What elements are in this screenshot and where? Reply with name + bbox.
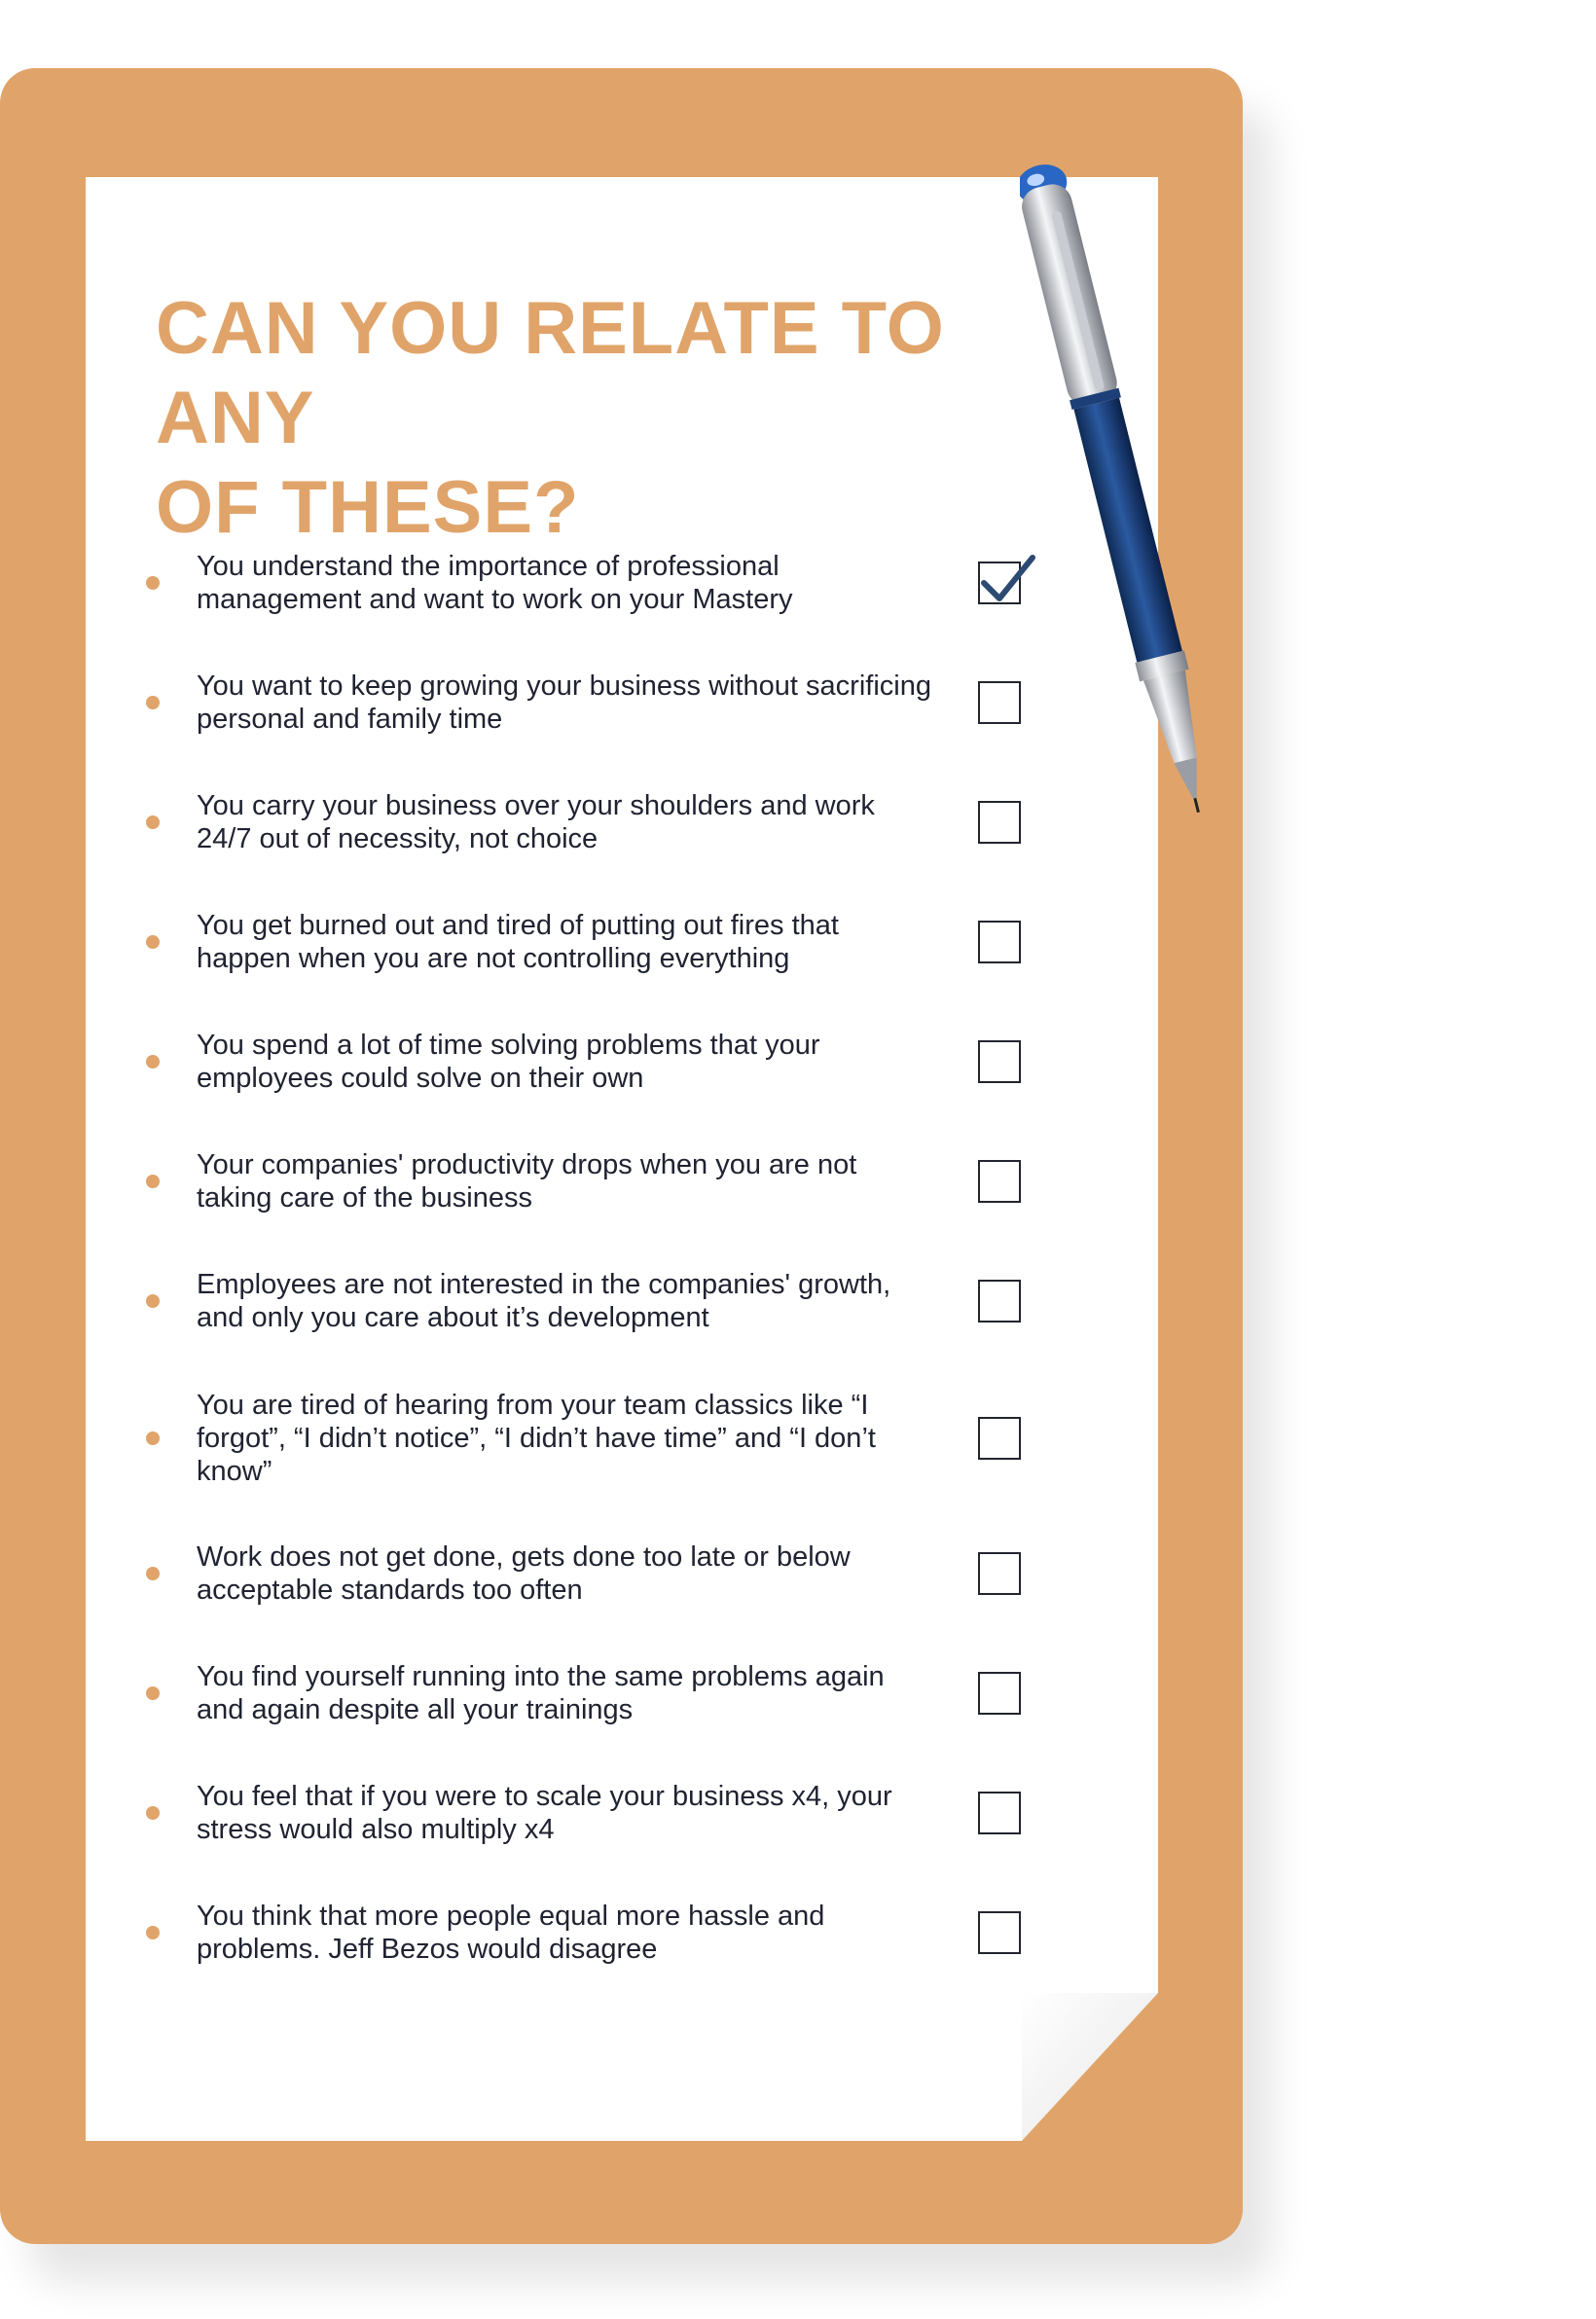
page-curl bbox=[1022, 1993, 1158, 2141]
checklist-item bbox=[146, 1660, 1041, 1726]
checklist-item-text: You feel that if you were to scale your business x4, your stress would also multiply x4 bbox=[197, 1781, 892, 1845]
checklist-item bbox=[146, 909, 1041, 975]
checklist-checkbox[interactable] bbox=[978, 681, 1021, 724]
title-line-1: CAN YOU RELATE TO ANY bbox=[156, 287, 945, 459]
checklist-checkbox[interactable] bbox=[978, 1672, 1021, 1715]
checklist-item bbox=[146, 1780, 1041, 1846]
checklist-item-text: You spend a lot of time solving problems that your employees could solve on their own bbox=[197, 1030, 820, 1094]
checklist-checkbox[interactable] bbox=[978, 801, 1021, 844]
checklist-item-text: Work does not get done, gets done too late or below acceptable standards too often bbox=[197, 1541, 851, 1606]
checklist-item bbox=[146, 1900, 1041, 1966]
bullet-dot bbox=[146, 1806, 160, 1820]
checklist-item bbox=[146, 1268, 1041, 1334]
checklist-item bbox=[146, 1540, 1041, 1607]
checklist-item bbox=[146, 789, 1041, 855]
fountain-pen-icon bbox=[1020, 136, 1215, 837]
checklist-item-text: Your companies' productivity drops when you are not taking care of the business bbox=[197, 1149, 857, 1214]
checklist-checkbox[interactable] bbox=[978, 1552, 1021, 1595]
checklist-checkbox[interactable] bbox=[978, 1417, 1021, 1460]
checklist-item bbox=[146, 1389, 1041, 1488]
title-line-2: OF THESE? bbox=[156, 466, 580, 549]
checklist-item bbox=[146, 1029, 1041, 1095]
checklist-item-text: You want to keep growing your business without sacrificing personal and family time bbox=[197, 670, 931, 735]
bullet-dot bbox=[146, 1926, 160, 1939]
bullet-dot bbox=[146, 1431, 160, 1445]
bullet-dot bbox=[146, 1686, 160, 1700]
checklist-checkbox[interactable] bbox=[978, 921, 1021, 963]
checklist-item bbox=[146, 1148, 1041, 1214]
page-title bbox=[156, 284, 1070, 553]
checklist-item bbox=[146, 670, 1041, 736]
checklist-checkbox[interactable] bbox=[978, 1911, 1021, 1954]
checklist-item-text: You understand the importance of professional management and want to work on your Mastery bbox=[197, 551, 793, 615]
bullet-dot bbox=[146, 576, 160, 590]
checklist-item-text: Employees are not interested in the companies' growth, and only you care about it’s development bbox=[197, 1269, 891, 1333]
checklist-item-text: You are tired of hearing from your team classics like “I forgot”, “I didn’t notice”, “I didn’t have time” and “I don’t know” bbox=[197, 1390, 876, 1487]
checklist-item bbox=[146, 550, 1041, 616]
checklist-item-text: You find yourself running into the same problems again and again despite all your trainings bbox=[197, 1661, 885, 1725]
bullet-dot bbox=[146, 935, 160, 949]
bullet-dot bbox=[146, 1175, 160, 1188]
checklist-checkbox[interactable] bbox=[978, 1792, 1021, 1834]
bullet-dot bbox=[146, 815, 160, 829]
bullet-dot bbox=[146, 1294, 160, 1308]
checklist-item-text: You carry your business over your shoulders and work 24/7 out of necessity, not choice bbox=[197, 790, 875, 854]
bullet-dot bbox=[146, 696, 160, 709]
checklist-checkbox[interactable] bbox=[978, 1040, 1021, 1083]
checklist-checkbox[interactable] bbox=[978, 562, 1021, 604]
bullet-dot bbox=[146, 1055, 160, 1069]
bullet-dot bbox=[146, 1567, 160, 1580]
checklist-checkbox[interactable] bbox=[978, 1280, 1021, 1323]
checklist-item-text: You think that more people equal more hassle and problems. Jeff Bezos would disagree bbox=[197, 1901, 825, 1965]
checklist-checkbox[interactable] bbox=[978, 1160, 1021, 1203]
checklist-item-text: You get burned out and tired of putting out fires that happen when you are not controlling everything bbox=[197, 910, 839, 974]
